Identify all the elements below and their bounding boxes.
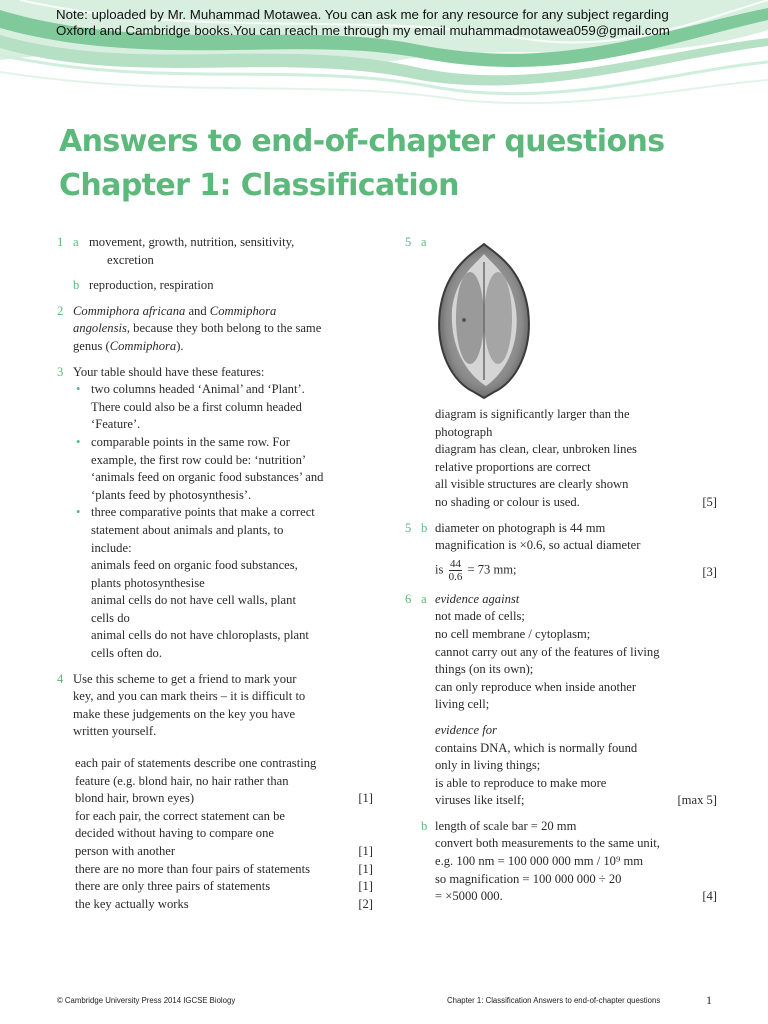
question-6a (405, 591, 717, 810)
left-column (57, 234, 373, 913)
answer-line: no cell membrane / cytoplasm; (435, 626, 591, 641)
answer-line: cells do (91, 610, 130, 625)
bullet-item (73, 434, 373, 504)
title-line-1: Answers to end-of-chapter questions (59, 124, 665, 159)
question-4 (57, 671, 373, 741)
answer-line: length of scale bar = 20 mm (435, 818, 577, 833)
answer-line: not made of cells; (435, 609, 525, 624)
answer-line: diagram has clean, clear, unbroken lines (435, 442, 637, 457)
answer-line: only in living things; (435, 758, 541, 773)
answer-line: convert both measurements to the same unit, (435, 836, 660, 851)
connector-text: and (185, 303, 210, 318)
answer-line (73, 338, 373, 356)
scheme-line: each pair of statements describe one contrasting (75, 756, 317, 771)
fraction (449, 558, 463, 583)
scheme-line (75, 790, 373, 808)
species-name: angolensis (73, 321, 127, 336)
answer-line: Your table should have these features: (73, 364, 265, 379)
page-number: 1 (706, 993, 712, 1007)
answer-line: • comparable points in the same row. For (91, 434, 290, 449)
part-label: a (421, 591, 427, 606)
scheme-line (75, 843, 373, 861)
answer-line: excretion (107, 252, 154, 267)
scheme-line (75, 861, 373, 879)
mark-value: [1] (358, 861, 373, 876)
answer-line: all visible structures are clearly shown (435, 477, 629, 492)
scheme-line: decided without having to compare one (75, 826, 274, 841)
question-2 (57, 303, 373, 356)
answer-line: cells often do. (91, 646, 162, 661)
answer-line: There could also be a first column headed (91, 399, 302, 414)
mark-scheme (57, 755, 373, 913)
part-label: b (421, 520, 428, 535)
answer-line: animal cells do not have chloroplasts, plant (91, 628, 309, 643)
scheme-line (75, 878, 373, 896)
answer-line: • three comparative points that make a correct (91, 505, 315, 520)
question-5a-answer (405, 406, 717, 512)
answer-line: example, the first row could be: ‘nutrition’ (91, 452, 307, 467)
answer-line: photograph (435, 424, 493, 439)
answer-line: plants photosynthesise (91, 575, 205, 590)
answer-text: ). (176, 338, 184, 353)
mark-value: [5] (702, 494, 717, 509)
answer-text: , because they both belong to the same (126, 321, 322, 336)
scheme-text: there are only three pairs of statements (75, 879, 271, 894)
mark-value: [3] (702, 564, 717, 579)
seed-photograph (434, 240, 534, 400)
question-5b (405, 520, 717, 583)
answer-line: so magnification = 100 000 000 ÷ 20 (435, 871, 622, 886)
mark-value: [max 5] (677, 793, 717, 808)
answer-line: movement, growth, nutrition, sensitivity, (89, 235, 295, 249)
answer-text: genus ( (73, 338, 110, 353)
subheading-text: evidence for (435, 722, 497, 737)
species-name: Commiphora africana (73, 303, 186, 318)
species-name: Commiphora (209, 303, 277, 318)
answer-line: animal cells do not have cell walls, plant (91, 593, 296, 608)
answer-line: contains DNA, which is normally found (435, 740, 638, 755)
answer-line: reproduction, respiration (89, 278, 214, 293)
scheme-line (75, 896, 373, 914)
part-label: b (421, 818, 428, 833)
answer-line: things (on its own); (435, 662, 534, 677)
uploader-note (56, 7, 736, 39)
scheme-text: blond hair, brown eyes) (75, 791, 195, 806)
question-number: 3 (57, 364, 64, 379)
answer-line: ‘Feature’. (91, 417, 141, 432)
page-title (59, 120, 664, 208)
answer-line (435, 558, 717, 583)
subheading (435, 591, 717, 609)
scheme-text: person with another (75, 844, 176, 858)
answer-text: no shading or colour is used. (435, 494, 580, 509)
genus-name: Commiphora (109, 338, 177, 353)
answer-line: diameter on photograph is 44 mm (435, 520, 606, 535)
scheme-line: feature (e.g. blond hair, no hair rather than (75, 773, 289, 788)
note-line-2: Oxford and Cambridge books.You can reach me through my email muhammadmotawea059@gmail.com (56, 23, 670, 38)
answer-text: = ×5000 000. (435, 889, 503, 904)
answer-line: • two columns headed ‘Animal’ and ‘Plant’. (91, 382, 305, 397)
fraction-denominator: 0.6 (448, 570, 463, 583)
question-1b (57, 277, 373, 295)
answer-line: can only reproduce when inside another (435, 679, 637, 694)
bullet-item (73, 381, 373, 434)
scheme-text: there are no more than four pairs of statements (75, 861, 310, 876)
answer-line: cannot carry out any of the features of living (435, 644, 660, 659)
answer-line: make these judgements on the key you have (73, 706, 296, 721)
mark-value: [2] (358, 896, 373, 911)
scheme-text: the key actually works (75, 896, 189, 911)
answer-text: is (435, 562, 444, 577)
scheme-line: for each pair, the correct statement can be (75, 808, 285, 823)
answer-line: statement about animals and plants, to (91, 522, 284, 537)
part-label: a (421, 235, 427, 249)
answer-line: animals feed on organic food substances, (91, 558, 298, 573)
answer-line: key, and you can mark theirs – it is difficult to (73, 689, 306, 704)
question-number: 1 (57, 235, 64, 249)
title-line-2: Chapter 1: Classification (59, 168, 459, 203)
answer-line: living cell; (435, 697, 490, 712)
subheading-text: evidence against (435, 591, 520, 606)
answer-line: Use this scheme to get a friend to mark your (73, 671, 297, 686)
question-number: 2 (57, 303, 64, 318)
fraction-numerator: 44 (449, 557, 461, 570)
answer-line: diagram is significantly larger than the (435, 407, 630, 421)
question-6b (405, 818, 717, 906)
question-1a (57, 234, 373, 269)
answer-line: e.g. 100 nm = 100 000 000 mm / 10⁹ mm (435, 854, 644, 869)
answer-line: include: (91, 540, 132, 555)
subheading (435, 722, 717, 740)
bullet-item (73, 504, 373, 662)
question-number: 6 (405, 591, 412, 606)
mark-value: [1] (358, 791, 373, 806)
answer-line (435, 792, 717, 810)
mark-value: [1] (358, 879, 373, 894)
question-number: 5 (405, 520, 412, 535)
footer-right: Chapter 1: Classification Answers to end-of-chapter questions (447, 996, 661, 1005)
mark-value: [1] (358, 844, 373, 858)
answer-line: magnification is ×0.6, so actual diameter (435, 538, 641, 553)
question-number: 4 (57, 671, 64, 686)
question-3 (57, 364, 373, 663)
mark-value: [4] (702, 889, 717, 904)
answer-line (73, 320, 373, 338)
answer-line (435, 494, 717, 512)
part-label: b (73, 278, 80, 293)
answer-line: ‘animals feed on organic food substances’ and (91, 470, 324, 485)
answer-line: ‘plants feed by photosynthesis’. (91, 487, 252, 502)
answer-line: written yourself. (73, 724, 157, 739)
answer-line (435, 888, 717, 906)
answer-text: = 73 mm; (467, 562, 517, 577)
question-number: 5 (405, 235, 412, 249)
footer-left: © Cambridge University Press 2014 IGCSE Biology (57, 996, 236, 1005)
part-label: a (73, 235, 79, 249)
note-line-1: Note: uploaded by Mr. Muhammad Motawea. You can ask me for any resource for any subject regarding (56, 7, 669, 22)
answer-line: relative proportions are correct (435, 459, 591, 474)
answer-text: viruses like itself; (435, 793, 525, 808)
answer-line: is able to reproduce to make more (435, 775, 607, 790)
answer-line (73, 303, 373, 321)
